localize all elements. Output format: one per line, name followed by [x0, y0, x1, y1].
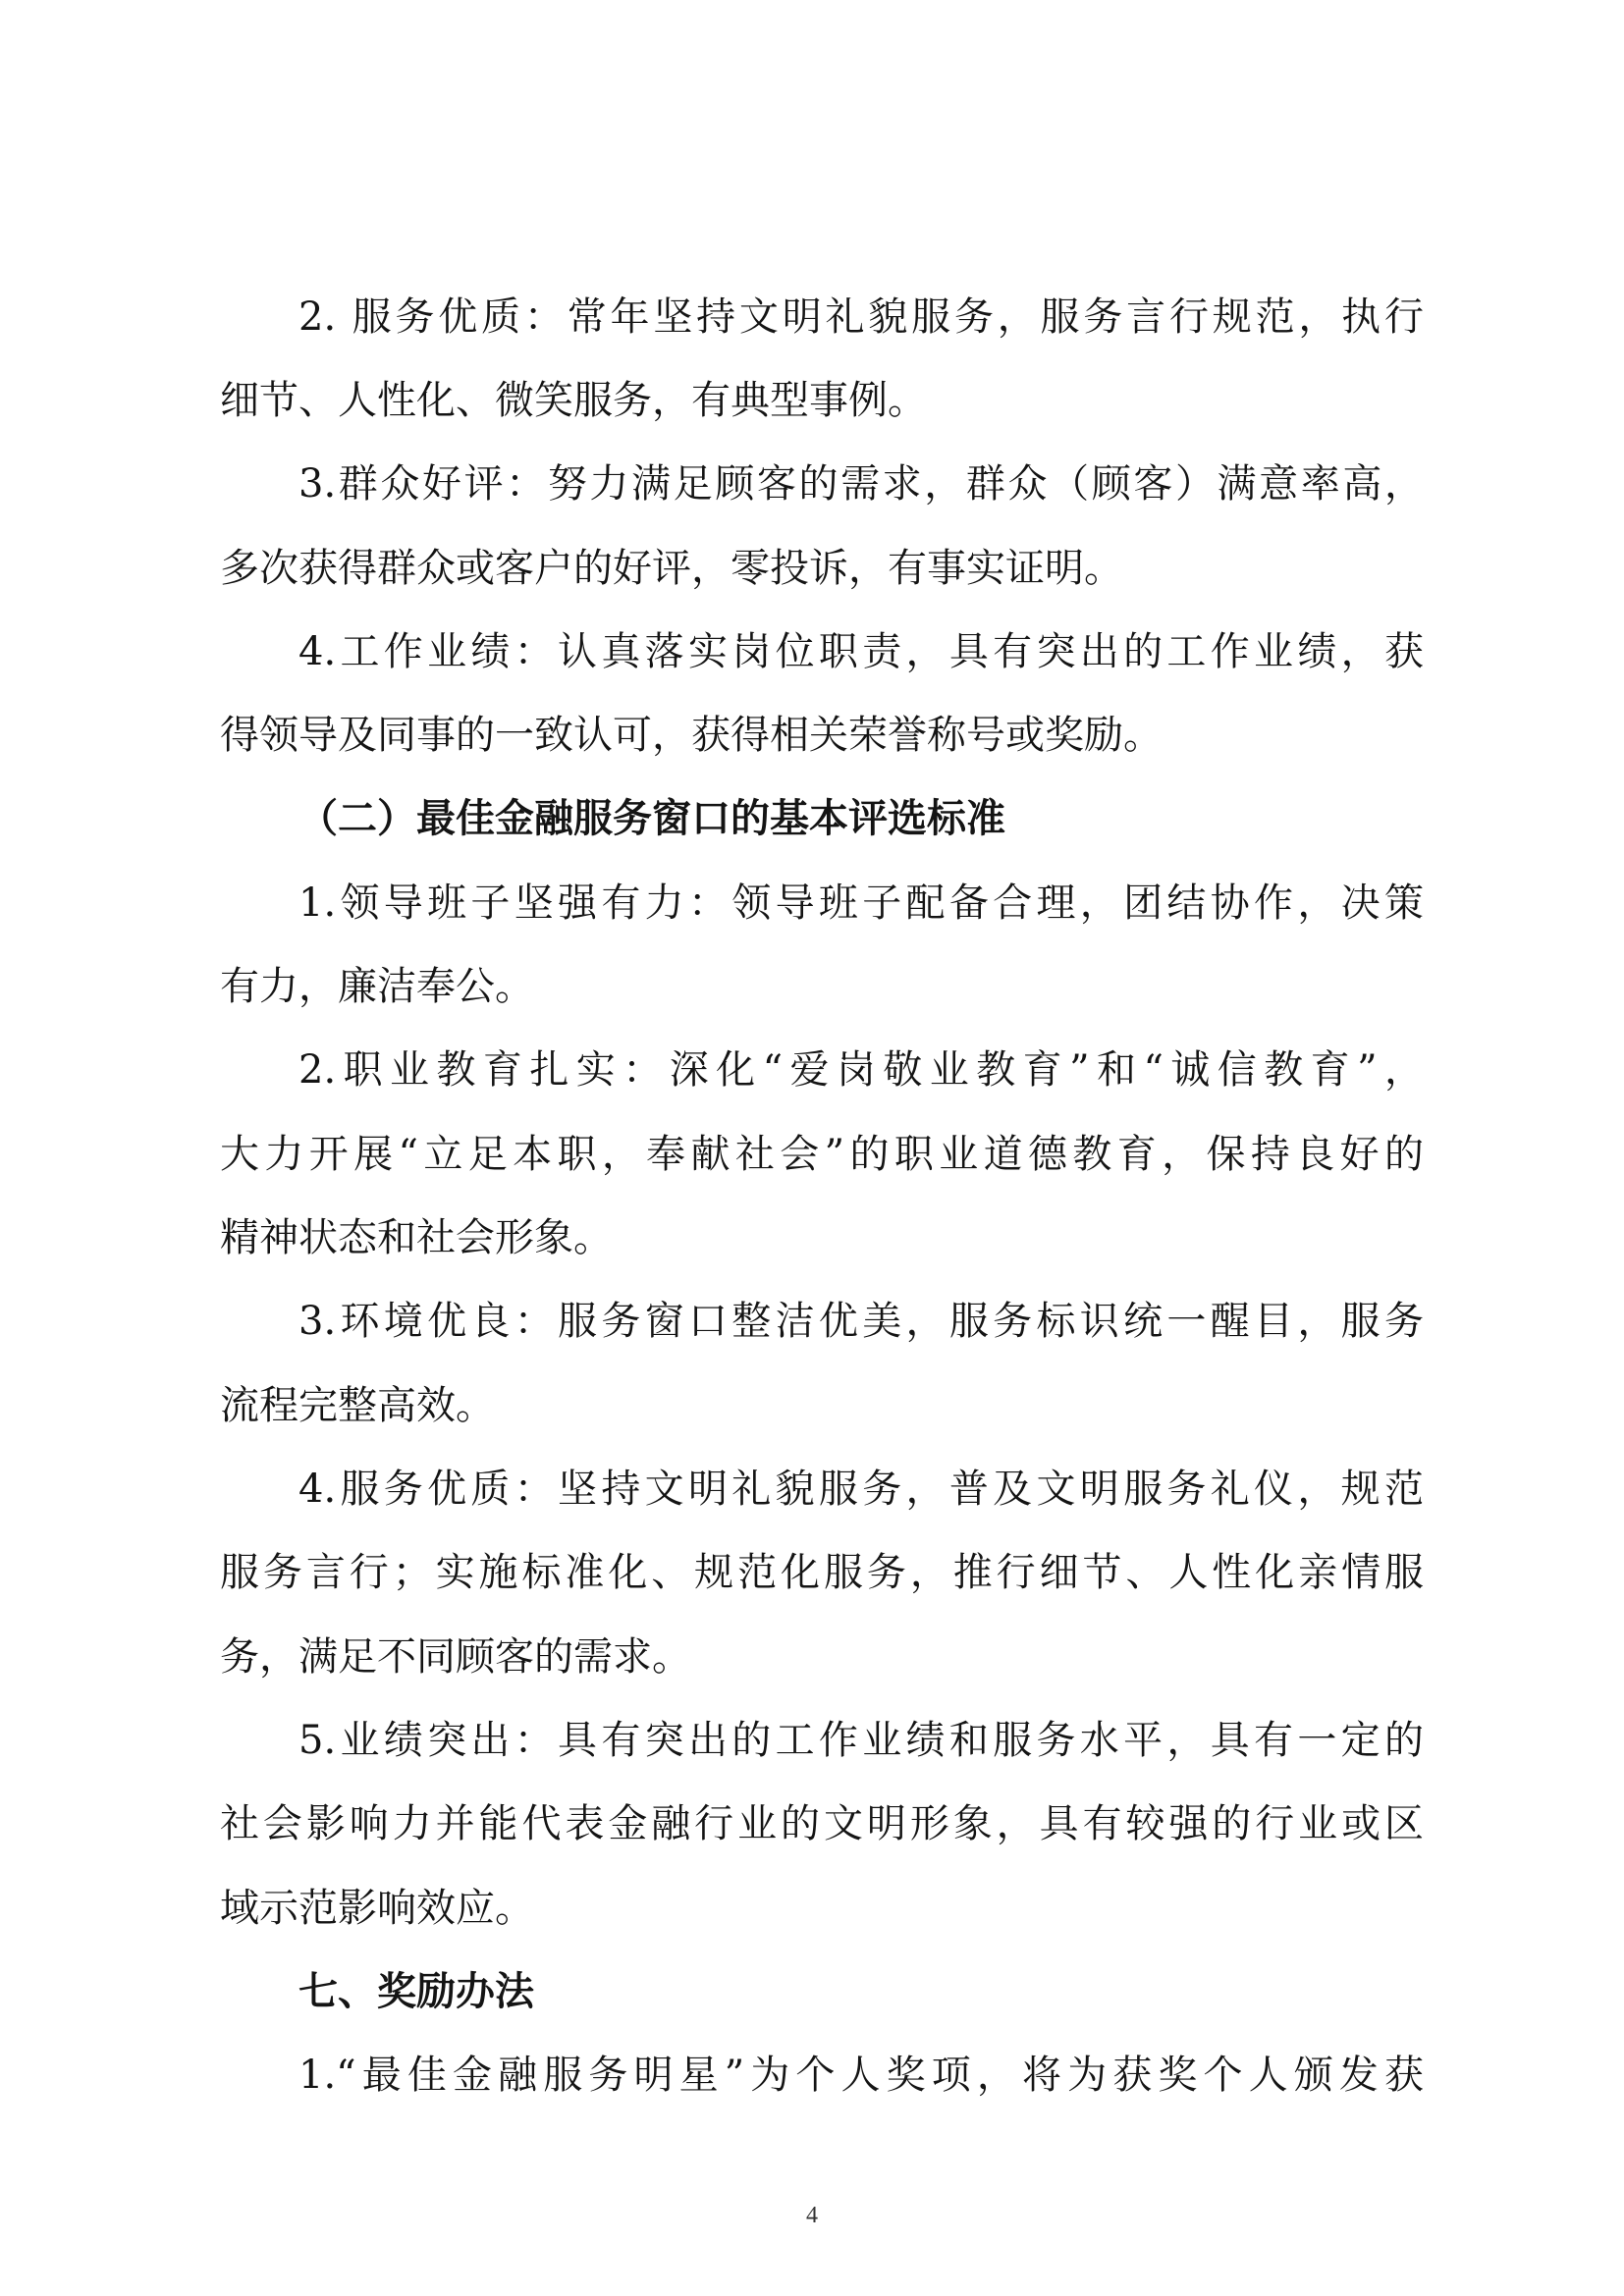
paragraph-8-line-3: 域示范影响效应。 — [220, 1886, 534, 1931]
paragraph-7-line-3: 务，满足不同顾客的需求。 — [220, 1634, 691, 1680]
paragraph-5-line-3: 精神状态和社会形象。 — [220, 1215, 613, 1260]
paragraph-3-line-1: 4.工作业绩：认真落实岗位职责，具有突出的工作业绩，获 — [298, 629, 1424, 674]
paragraph-8-line-1: 5.业绩突出：具有突出的工作业绩和服务水平，具有一定的 — [298, 1718, 1424, 1763]
paragraph-6-line-2: 流程完整高效。 — [220, 1383, 495, 1428]
paragraph-6-line-1: 3.环境优良：服务窗口整洁优美，服务标识统一醒目，服务 — [298, 1299, 1424, 1344]
paragraph-2-line-2: 多次获得群众或客户的好评，零投诉，有事实证明。 — [220, 546, 1123, 591]
page-number: 4 — [806, 2203, 818, 2228]
paragraph-9-line-1: 1.“最佳金融服务明星”为个人奖项，将为获奖个人颁发获 — [298, 2053, 1424, 2098]
paragraph-5-line-1: 2.职业教育扎实：深化“爱岗敬业教育”和“诚信教育”， — [298, 1047, 1424, 1093]
section-heading-2: （二）最佳金融服务窗口的基本评选标准 — [298, 796, 1005, 841]
paragraph-1-line-2: 细节、人性化、微笑服务，有典型事例。 — [220, 378, 927, 423]
paragraph-3-line-2: 得领导及同事的一致认可，获得相关荣誉称号或奖励。 — [220, 713, 1163, 758]
paragraph-5-line-2: 大力开展“立足本职，奉献社会”的职业道德教育，保持良好的 — [220, 1132, 1424, 1177]
paragraph-7-line-1: 4.服务优质：坚持文明礼貌服务，普及文明服务礼仪，规范 — [298, 1467, 1424, 1512]
paragraph-8-line-2: 社会影响力并能代表金融行业的文明形象，具有较强的行业或区 — [220, 1801, 1424, 1846]
paragraph-4-line-1: 1.领导班子坚强有力：领导班子配备合理，团结协作，决策 — [298, 881, 1424, 926]
paragraph-2-line-1: 3.群众好评：努力满足顾客的需求，群众（顾客）满意率高， — [298, 461, 1424, 507]
section-heading-7: 七、奖励办法 — [298, 1969, 534, 2014]
paragraph-4-line-2: 有力，廉洁奉公。 — [220, 964, 534, 1009]
paragraph-7-line-2: 服务言行；实施标准化、规范化服务，推行细节、人性化亲情服 — [220, 1550, 1424, 1595]
paragraph-1-line-1: 2. 服务优质：常年坚持文明礼貌服务，服务言行规范，执行 — [298, 294, 1424, 340]
